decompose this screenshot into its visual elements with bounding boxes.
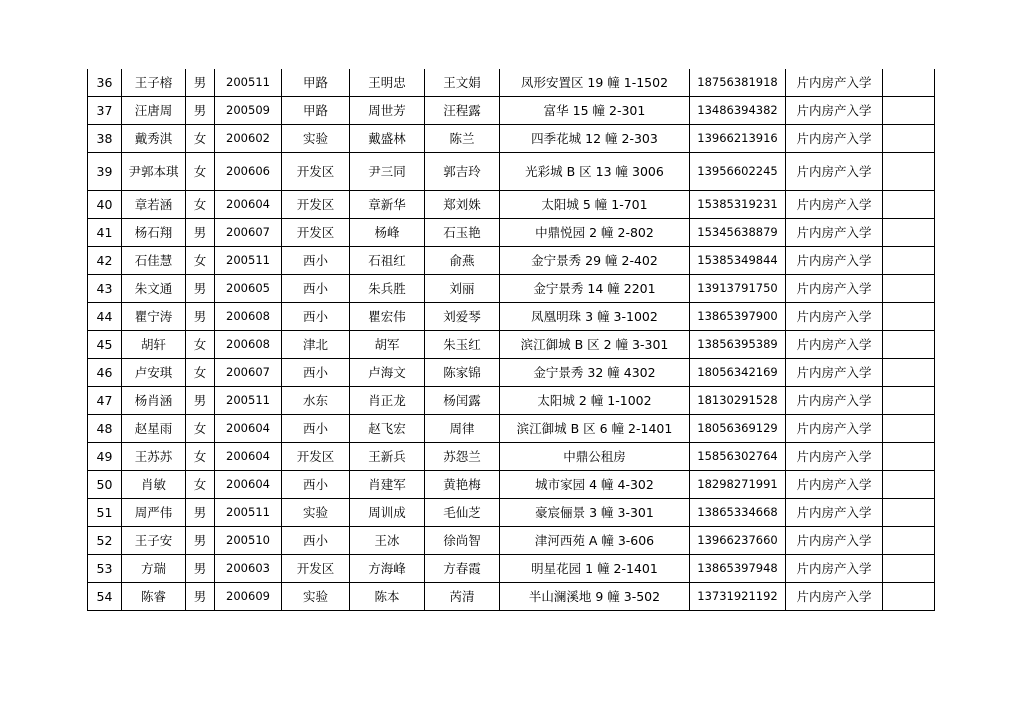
mother-name-cell: 苏怨兰 xyxy=(425,443,500,471)
student-name-cell: 肖敏 xyxy=(122,471,186,499)
student-name-cell: 陈睿 xyxy=(122,583,186,611)
mother-name-cell: 刘丽 xyxy=(425,275,500,303)
mother-name-cell: 汪程露 xyxy=(425,97,500,125)
note-cell xyxy=(883,359,935,387)
phone-cell: 18056369129 xyxy=(690,415,786,443)
table-row xyxy=(88,415,935,443)
gender-cell: 男 xyxy=(186,303,215,331)
mother-name-cell: 毛仙芝 xyxy=(425,499,500,527)
birth-month-cell: 200609 xyxy=(215,583,282,611)
school-cell: 西小 xyxy=(282,359,350,387)
enrollment-type-cell: 片内房产入学 xyxy=(786,471,883,499)
student-name-cell: 胡轩 xyxy=(122,331,186,359)
father-name-cell: 方海峰 xyxy=(350,555,425,583)
table-row xyxy=(88,303,935,331)
table-row xyxy=(88,555,935,583)
enrollment-type-cell: 片内房产入学 xyxy=(786,153,883,191)
address-cell: 凤凰明珠 3 幢 3-1002 xyxy=(500,303,690,331)
row-number-cell: 43 xyxy=(88,275,122,303)
gender-cell: 男 xyxy=(186,69,215,97)
student-name-cell: 朱文通 xyxy=(122,275,186,303)
mother-name-cell: 俞燕 xyxy=(425,247,500,275)
birth-month-cell: 200605 xyxy=(215,275,282,303)
table-row xyxy=(88,191,935,219)
father-name-cell: 卢海文 xyxy=(350,359,425,387)
phone-cell: 13731921192 xyxy=(690,583,786,611)
gender-cell: 男 xyxy=(186,555,215,583)
phone-cell: 13913791750 xyxy=(690,275,786,303)
mother-name-cell: 方春霞 xyxy=(425,555,500,583)
father-name-cell: 王明忠 xyxy=(350,69,425,97)
father-name-cell: 陈本 xyxy=(350,583,425,611)
gender-cell: 女 xyxy=(186,191,215,219)
phone-cell: 15385319231 xyxy=(690,191,786,219)
table-body xyxy=(88,69,935,611)
student-name-cell: 王子安 xyxy=(122,527,186,555)
student-name-cell: 石佳慧 xyxy=(122,247,186,275)
note-cell xyxy=(883,415,935,443)
gender-cell: 女 xyxy=(186,359,215,387)
school-cell: 西小 xyxy=(282,471,350,499)
note-cell xyxy=(883,275,935,303)
school-cell: 实验 xyxy=(282,499,350,527)
note-cell xyxy=(883,97,935,125)
phone-cell: 13966213916 xyxy=(690,125,786,153)
phone-cell: 18298271991 xyxy=(690,471,786,499)
address-cell: 太阳城 5 幢 1-701 xyxy=(500,191,690,219)
school-cell: 西小 xyxy=(282,415,350,443)
student-name-cell: 周严伟 xyxy=(122,499,186,527)
student-name-cell: 方瑞 xyxy=(122,555,186,583)
school-cell: 甲路 xyxy=(282,97,350,125)
table-row xyxy=(88,359,935,387)
father-name-cell: 王冰 xyxy=(350,527,425,555)
address-cell: 光彩城 B 区 13 幢 3006 xyxy=(500,153,690,191)
enrollment-type-cell: 片内房产入学 xyxy=(786,415,883,443)
enrollment-type-cell: 片内房产入学 xyxy=(786,219,883,247)
row-number-cell: 51 xyxy=(88,499,122,527)
row-number-cell: 41 xyxy=(88,219,122,247)
birth-month-cell: 200511 xyxy=(215,499,282,527)
birth-month-cell: 200604 xyxy=(215,471,282,499)
note-cell xyxy=(883,387,935,415)
note-cell xyxy=(883,471,935,499)
table-row xyxy=(88,275,935,303)
birth-month-cell: 200608 xyxy=(215,303,282,331)
phone-cell: 15385349844 xyxy=(690,247,786,275)
note-cell xyxy=(883,125,935,153)
table-row xyxy=(88,153,935,191)
student-name-cell: 尹郭本琪 xyxy=(122,153,186,191)
father-name-cell: 胡军 xyxy=(350,331,425,359)
mother-name-cell: 王文娟 xyxy=(425,69,500,97)
row-number-cell: 37 xyxy=(88,97,122,125)
address-cell: 金宁景秀 32 幢 4302 xyxy=(500,359,690,387)
student-name-cell: 汪唐周 xyxy=(122,97,186,125)
note-cell xyxy=(883,583,935,611)
phone-cell: 13856395389 xyxy=(690,331,786,359)
enrollment-type-cell: 片内房产入学 xyxy=(786,387,883,415)
note-cell xyxy=(883,69,935,97)
birth-month-cell: 200604 xyxy=(215,443,282,471)
address-cell: 豪宸俪景 3 幢 3-301 xyxy=(500,499,690,527)
school-cell: 实验 xyxy=(282,125,350,153)
enrollment-type-cell: 片内房产入学 xyxy=(786,275,883,303)
address-cell: 金宁景秀 29 幢 2-402 xyxy=(500,247,690,275)
father-name-cell: 周训成 xyxy=(350,499,425,527)
school-cell: 西小 xyxy=(282,247,350,275)
student-name-cell: 章若涵 xyxy=(122,191,186,219)
note-cell xyxy=(883,555,935,583)
phone-cell: 15345638879 xyxy=(690,219,786,247)
father-name-cell: 瞿宏伟 xyxy=(350,303,425,331)
student-name-cell: 卢安琪 xyxy=(122,359,186,387)
father-name-cell: 杨峰 xyxy=(350,219,425,247)
row-number-cell: 48 xyxy=(88,415,122,443)
school-cell: 西小 xyxy=(282,275,350,303)
birth-month-cell: 200511 xyxy=(215,387,282,415)
birth-month-cell: 200604 xyxy=(215,415,282,443)
birth-month-cell: 200607 xyxy=(215,219,282,247)
school-cell: 津北 xyxy=(282,331,350,359)
gender-cell: 女 xyxy=(186,125,215,153)
father-name-cell: 章新华 xyxy=(350,191,425,219)
row-number-cell: 42 xyxy=(88,247,122,275)
row-number-cell: 53 xyxy=(88,555,122,583)
address-cell: 中鼎公租房 xyxy=(500,443,690,471)
note-cell xyxy=(883,191,935,219)
table-row xyxy=(88,471,935,499)
gender-cell: 男 xyxy=(186,97,215,125)
mother-name-cell: 郑刘姝 xyxy=(425,191,500,219)
school-cell: 开发区 xyxy=(282,153,350,191)
gender-cell: 女 xyxy=(186,153,215,191)
father-name-cell: 赵飞宏 xyxy=(350,415,425,443)
gender-cell: 男 xyxy=(186,219,215,247)
table-row xyxy=(88,125,935,153)
table-row xyxy=(88,387,935,415)
gender-cell: 男 xyxy=(186,499,215,527)
note-cell xyxy=(883,153,935,191)
note-cell xyxy=(883,219,935,247)
gender-cell: 女 xyxy=(186,415,215,443)
row-number-cell: 46 xyxy=(88,359,122,387)
birth-month-cell: 200603 xyxy=(215,555,282,583)
mother-name-cell: 芮清 xyxy=(425,583,500,611)
gender-cell: 男 xyxy=(186,583,215,611)
school-cell: 开发区 xyxy=(282,555,350,583)
gender-cell: 女 xyxy=(186,443,215,471)
birth-month-cell: 200604 xyxy=(215,191,282,219)
table-row xyxy=(88,331,935,359)
phone-cell: 15856302764 xyxy=(690,443,786,471)
enrollment-type-cell: 片内房产入学 xyxy=(786,303,883,331)
address-cell: 凤形安置区 19 幢 1-1502 xyxy=(500,69,690,97)
row-number-cell: 50 xyxy=(88,471,122,499)
student-name-cell: 王苏苏 xyxy=(122,443,186,471)
row-number-cell: 36 xyxy=(88,69,122,97)
school-cell: 开发区 xyxy=(282,443,350,471)
table-row xyxy=(88,443,935,471)
mother-name-cell: 徐尚智 xyxy=(425,527,500,555)
address-cell: 明星花园 1 幢 2-1401 xyxy=(500,555,690,583)
student-name-cell: 杨石翔 xyxy=(122,219,186,247)
table-row xyxy=(88,97,935,125)
note-cell xyxy=(883,247,935,275)
student-name-cell: 王子榕 xyxy=(122,69,186,97)
gender-cell: 女 xyxy=(186,247,215,275)
father-name-cell: 尹三同 xyxy=(350,153,425,191)
address-cell: 四季花城 12 幢 2-303 xyxy=(500,125,690,153)
father-name-cell: 周世芳 xyxy=(350,97,425,125)
table-row xyxy=(88,499,935,527)
enrollment-type-cell: 片内房产入学 xyxy=(786,247,883,275)
table-row xyxy=(88,583,935,611)
mother-name-cell: 朱玉红 xyxy=(425,331,500,359)
mother-name-cell: 陈兰 xyxy=(425,125,500,153)
phone-cell: 18130291528 xyxy=(690,387,786,415)
address-cell: 滨江御城 B 区 2 幢 3-301 xyxy=(500,331,690,359)
enrollment-type-cell: 片内房产入学 xyxy=(786,331,883,359)
mother-name-cell: 杨闰露 xyxy=(425,387,500,415)
school-cell: 水东 xyxy=(282,387,350,415)
mother-name-cell: 陈家锦 xyxy=(425,359,500,387)
address-cell: 富华 15 幢 2-301 xyxy=(500,97,690,125)
enrollment-type-cell: 片内房产入学 xyxy=(786,191,883,219)
phone-cell: 18756381918 xyxy=(690,69,786,97)
note-cell xyxy=(883,443,935,471)
note-cell xyxy=(883,527,935,555)
enrollment-type-cell: 片内房产入学 xyxy=(786,499,883,527)
address-cell: 中鼎悦园 2 幢 2-802 xyxy=(500,219,690,247)
note-cell xyxy=(883,331,935,359)
phone-cell: 13966237660 xyxy=(690,527,786,555)
student-name-cell: 杨肖涵 xyxy=(122,387,186,415)
enrollment-type-cell: 片内房产入学 xyxy=(786,583,883,611)
gender-cell: 女 xyxy=(186,471,215,499)
phone-cell: 13865397900 xyxy=(690,303,786,331)
enrollment-type-cell: 片内房产入学 xyxy=(786,443,883,471)
student-table xyxy=(87,69,935,611)
enrollment-type-cell: 片内房产入学 xyxy=(786,555,883,583)
row-number-cell: 44 xyxy=(88,303,122,331)
school-cell: 西小 xyxy=(282,303,350,331)
address-cell: 城市家园 4 幢 4-302 xyxy=(500,471,690,499)
birth-month-cell: 200510 xyxy=(215,527,282,555)
mother-name-cell: 石玉艳 xyxy=(425,219,500,247)
enrollment-type-cell: 片内房产入学 xyxy=(786,125,883,153)
table-row xyxy=(88,247,935,275)
row-number-cell: 52 xyxy=(88,527,122,555)
table-row xyxy=(88,527,935,555)
mother-name-cell: 周律 xyxy=(425,415,500,443)
gender-cell: 男 xyxy=(186,275,215,303)
birth-month-cell: 200606 xyxy=(215,153,282,191)
address-cell: 金宁景秀 14 幢 2201 xyxy=(500,275,690,303)
phone-cell: 13865334668 xyxy=(690,499,786,527)
birth-month-cell: 200602 xyxy=(215,125,282,153)
note-cell xyxy=(883,303,935,331)
gender-cell: 男 xyxy=(186,527,215,555)
birth-month-cell: 200608 xyxy=(215,331,282,359)
phone-cell: 13956602245 xyxy=(690,153,786,191)
school-cell: 开发区 xyxy=(282,219,350,247)
row-number-cell: 47 xyxy=(88,387,122,415)
school-cell: 甲路 xyxy=(282,69,350,97)
enrollment-type-cell: 片内房产入学 xyxy=(786,97,883,125)
gender-cell: 女 xyxy=(186,331,215,359)
phone-cell: 13865397948 xyxy=(690,555,786,583)
row-number-cell: 38 xyxy=(88,125,122,153)
address-cell: 滨江御城 B 区 6 幢 2-1401 xyxy=(500,415,690,443)
address-cell: 半山澜溪地 9 幢 3-502 xyxy=(500,583,690,611)
gender-cell: 男 xyxy=(186,387,215,415)
row-number-cell: 40 xyxy=(88,191,122,219)
note-cell xyxy=(883,499,935,527)
student-name-cell: 瞿宁涛 xyxy=(122,303,186,331)
student-name-cell: 赵星雨 xyxy=(122,415,186,443)
enrollment-type-cell: 片内房产入学 xyxy=(786,527,883,555)
father-name-cell: 朱兵胜 xyxy=(350,275,425,303)
table-row xyxy=(88,219,935,247)
mother-name-cell: 黄艳梅 xyxy=(425,471,500,499)
address-cell: 太阳城 2 幢 1-1002 xyxy=(500,387,690,415)
father-name-cell: 石祖红 xyxy=(350,247,425,275)
row-number-cell: 49 xyxy=(88,443,122,471)
father-name-cell: 肖建军 xyxy=(350,471,425,499)
mother-name-cell: 刘爱琴 xyxy=(425,303,500,331)
phone-cell: 13486394382 xyxy=(690,97,786,125)
birth-month-cell: 200511 xyxy=(215,69,282,97)
school-cell: 开发区 xyxy=(282,191,350,219)
enrollment-type-cell: 片内房产入学 xyxy=(786,69,883,97)
mother-name-cell: 郭吉玲 xyxy=(425,153,500,191)
phone-cell: 18056342169 xyxy=(690,359,786,387)
birth-month-cell: 200509 xyxy=(215,97,282,125)
table-row xyxy=(88,69,935,97)
father-name-cell: 王新兵 xyxy=(350,443,425,471)
row-number-cell: 45 xyxy=(88,331,122,359)
row-number-cell: 54 xyxy=(88,583,122,611)
birth-month-cell: 200511 xyxy=(215,247,282,275)
enrollment-type-cell: 片内房产入学 xyxy=(786,359,883,387)
school-cell: 西小 xyxy=(282,527,350,555)
father-name-cell: 肖正龙 xyxy=(350,387,425,415)
row-number-cell: 39 xyxy=(88,153,122,191)
father-name-cell: 戴盛林 xyxy=(350,125,425,153)
address-cell: 津河西苑 A 幢 3-606 xyxy=(500,527,690,555)
birth-month-cell: 200607 xyxy=(215,359,282,387)
student-name-cell: 戴秀淇 xyxy=(122,125,186,153)
school-cell: 实验 xyxy=(282,583,350,611)
